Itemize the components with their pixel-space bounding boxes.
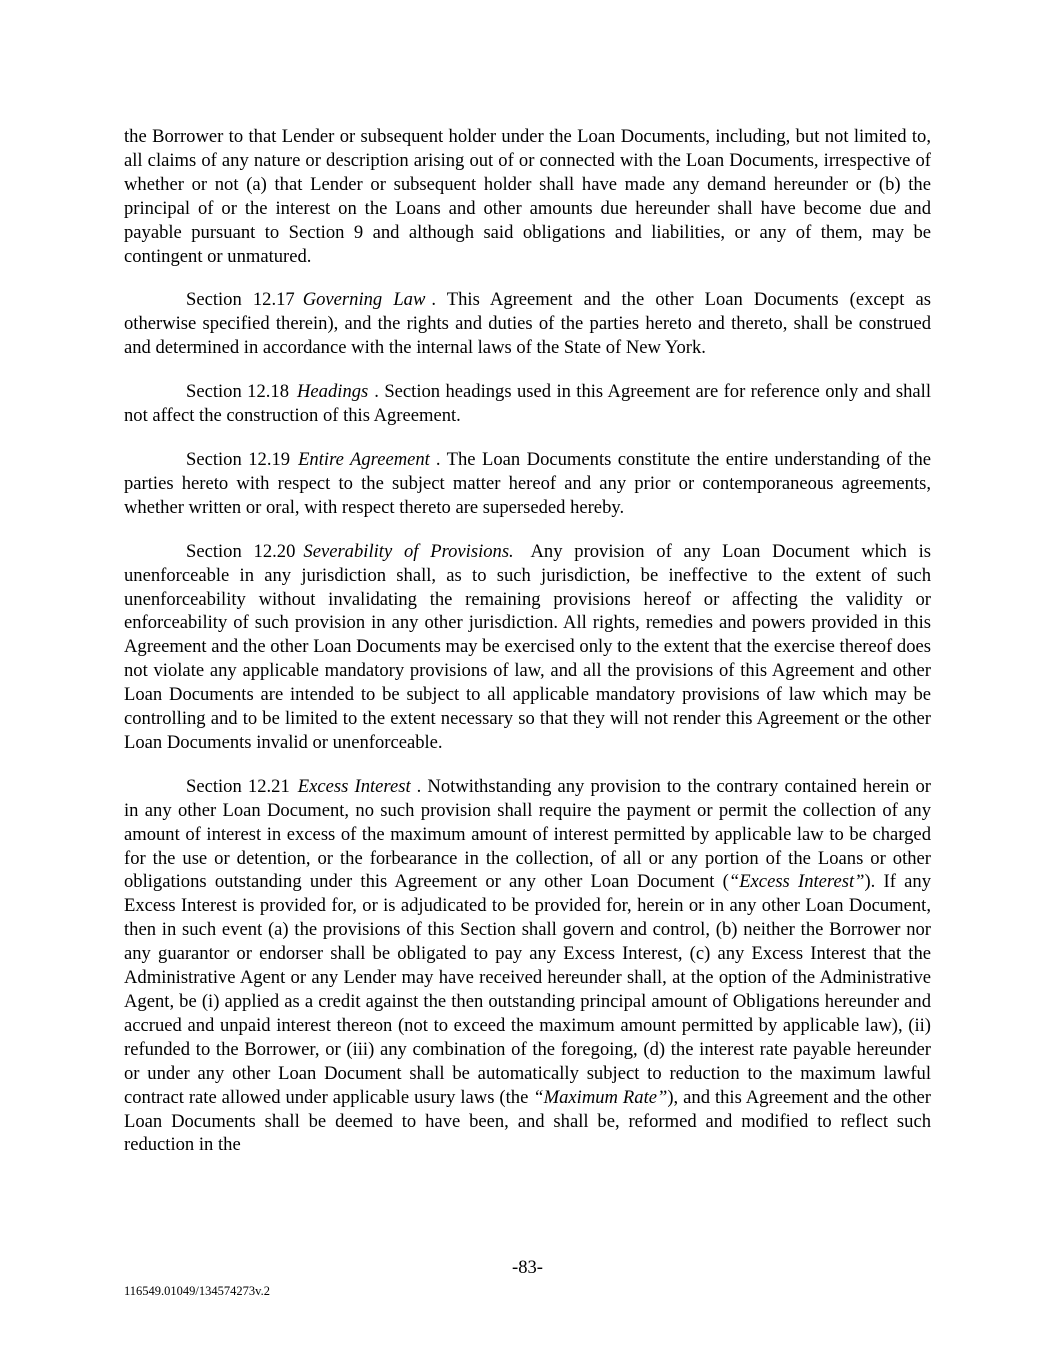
section-number: Section 12.17 bbox=[186, 289, 295, 311]
section-12-17: Section 12.17 Governing Law . This Agreement and the other Loan Documents (except as otherwise specified therein), and the rights and duties of the parties hereto and thereto, shall be construed and determined in accordance with the internal laws of the State of New York. bbox=[124, 289, 931, 359]
section-heading: Headings bbox=[297, 381, 369, 403]
section-12-21: Section 12.21 Excess Interest . Notwithstanding any provision to the contrary contained herein or in any other Loan Document, no such provision shall require the payment or permit the collection of any amount of interest in excess of the maximum amount of interest permitted by applicable law to be charged for the use or detention, or the forbearance in the collection, of all or any portion of the Loans or other obligations outstanding under this Agreement or any other Loan Document (“Excess Interest”). If any Excess Interest is provided for, or is adjudicated to be provided for, herein or in any other Loan Document, then in such event (a) the provisions of this Section shall govern and control, (b) neither the Borrower nor any guarantor or endorser shall be obligated to pay any Excess Interest, (c) any Excess Interest that the Administrative Agent or any Lender may have received hereunder shall, at the option of the Administrative Agent, be (i) applied as a credit against the then outstanding principal amount of Obligations hereunder and accrued and unpaid interest thereon (not to exceed the maximum amount permitted by applicable law), (ii) refunded to the Borrower, or (iii) any combination of the foregoing, (d) the interest rate payable hereunder or under any other Loan Document shall be automatically subject to reduction to the maximum lawful contract rate allowed under applicable usury laws (the “Maximum Rate”), and this Agreement and the other Loan Documents shall be deemed to have been, and shall be, reformed and modified to reflect such reduction in the bbox=[124, 775, 931, 1156]
section-number: Section 12.21 bbox=[186, 775, 290, 797]
section-text: Any provision of any Loan Document which is unenforceable in any jurisdiction shall, as to such jurisdiction, be ineffective to the extent of such unenforceability without invalidating the remaining provisions hereof or affecting the validity or enforceability of such provision in any other jurisdiction. All rights, remedies and powers provided in this Agreement and the other Loan Documents may be exercised only to the extent that the exercise thereof does not violate any applicable mandatory provisions of law, and all the provisions of this Agreement and other Loan Documents are intended to be subject to all applicable mandatory provisions of law which may be controlling and to be limited to the extent necessary so that they will not render this Agreement or the other Loan Documents invalid or unenforceable. bbox=[124, 540, 932, 753]
section-heading: Entire Agreement bbox=[298, 448, 430, 470]
continuation-text: the Borrower to that Lender or subsequent holder under the Loan Documents, including, but not limited to, all claims of any nature or description arising out of or connected with the Loan Documents, irrespective of whether or not (a) that Lender or subsequent holder shall have made any demand hereunder or (b) the principal of or the interest on the Loans and other amounts due hereunder shall have become due and payable pursuant to Section 9 and although said obligations and liabilities, or any of them, may be contingent or unmatured. bbox=[124, 126, 931, 267]
page-number: -83- bbox=[512, 1257, 543, 1278]
section-heading: Severability of Provisions. bbox=[303, 540, 514, 562]
section-number: Section 12.18 bbox=[186, 381, 289, 403]
section-text: Section headings used in this Agreement are for reference only and shall not affect the construction of this Agreement. bbox=[124, 381, 931, 427]
section-text-part-3: ), and this Agreement and the other Loan Documents shall be deemed to have been, and shall be, reformed and modified to reflect such reduction in the bbox=[124, 1086, 931, 1156]
section-text: The Loan Documents constitute the entire understanding of the parties hereto with respect to the subject matter hereof and any prior or contemporaneous agreements, whether written or oral, with respect thereto are superseded hereby. bbox=[124, 448, 931, 518]
section-text: This Agreement and the other Loan Documents (except as otherwise specified therein), and the rights and duties of the parties hereto and thereto, shall be construed and determined in accordance with the internal laws of the State of New York. bbox=[124, 289, 931, 359]
section-number: Section 12.20 bbox=[186, 540, 296, 562]
document-page-body bbox=[124, 125, 931, 1177]
section-text-part-1: Notwithstanding any provision to the contrary contained herein or in any other Loan Document, no such provision shall require the payment or permit the collection of any amount of interest in excess of the maximum amount of interest permitted by applicable law to be charged for the use or detention, or the forbearance in the collection, of all or any portion of the Loans or other obligations outstanding under this Agreement or any other Loan Document ( bbox=[124, 775, 931, 893]
defined-term-excess-interest: “Excess Interest” bbox=[728, 871, 865, 893]
section-12-20 bbox=[124, 540, 931, 755]
section-number: Section 12.19 bbox=[186, 448, 291, 470]
section-text-part-2: ). If any Excess Interest is provided for, or is adjudicated to be provided for, herein or in any other Loan Document, then in such event (a) the provisions of this Section shall govern and control, (b) neither the Borrower nor any guarantor or endorser shall be obligated to pay any Excess Interest, (c) any Excess Interest that the Administrative Agent or any Lender may have received hereunder shall, at the option of the Administrative Agent, be (i) applied as a credit against the then outstanding principal amount of Obligations hereunder and accrued and unpaid interest thereon (not to exceed the maximum amount permitted by applicable law), (ii) refunded to the Borrower, or (iii) any combination of the foregoing, (d) the interest rate payable hereunder or under any other Loan Document shall be automatically subject to reduction to the maximum lawful contract rate allowed under applicable usury laws (the bbox=[124, 871, 931, 1108]
defined-term-maximum-rate: “Maximum Rate” bbox=[533, 1086, 668, 1108]
section-12-18: Section 12.18 Headings . Section headings used in this Agreement are for reference only and shall not affect the construction of this Agreement. bbox=[124, 381, 931, 427]
document-id: 116549.01049/134574273v.2 bbox=[124, 1284, 270, 1298]
continuation-paragraph bbox=[124, 125, 931, 268]
section-heading: Excess Interest bbox=[297, 775, 411, 797]
section-heading: Governing Law bbox=[302, 289, 426, 311]
section-12-19: Section 12.19 Entire Agreement . The Loan Documents constitute the entire understanding of the parties hereto with respect to the subject matter hereof and any prior or contemporaneous agreements, whether written or oral, with respect thereto are superseded hereby. bbox=[124, 448, 931, 518]
